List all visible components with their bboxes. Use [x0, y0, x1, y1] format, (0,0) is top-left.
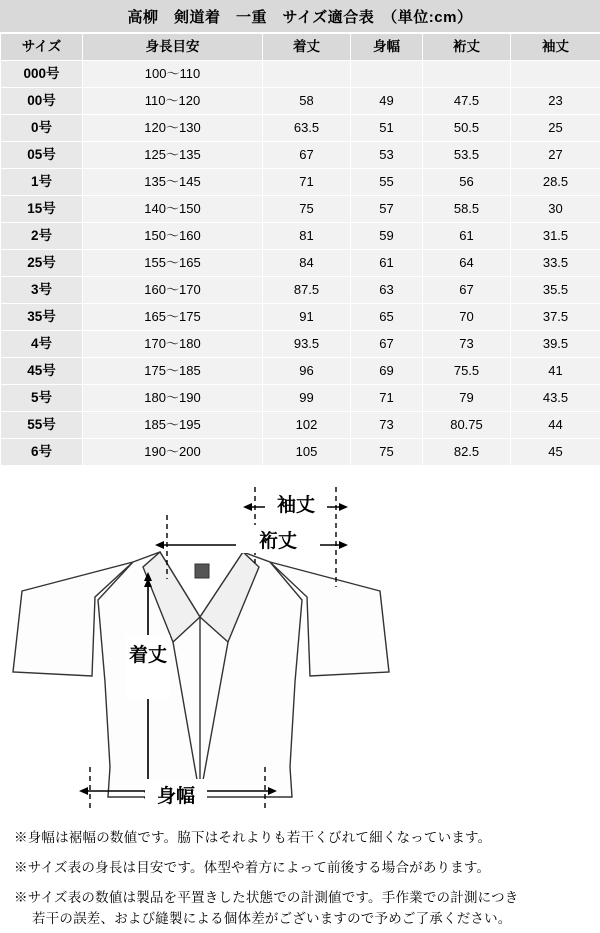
cell-yuki: 82.5 [423, 439, 511, 466]
cell-mihaba: 75 [351, 439, 423, 466]
cell-size: 5号 [1, 385, 83, 412]
cell-size: 0号 [1, 115, 83, 142]
cell-sode: 37.5 [511, 304, 600, 331]
cell-sode: 27 [511, 142, 600, 169]
cell-kitake: 71 [263, 169, 351, 196]
cell-height: 175〜185 [83, 358, 263, 385]
cell-yuki: 73 [423, 331, 511, 358]
cell-yuki: 80.75 [423, 412, 511, 439]
cell-kitake [263, 61, 351, 88]
table-row [1, 385, 600, 412]
table-row [1, 412, 600, 439]
gi-illustration [13, 552, 389, 797]
cell-sode: 45 [511, 439, 600, 466]
table-row [1, 61, 600, 88]
cell-size: 4号 [1, 331, 83, 358]
cell-sode: 31.5 [511, 223, 600, 250]
cell-sode: 43.5 [511, 385, 600, 412]
cell-mihaba: 53 [351, 142, 423, 169]
cell-size: 000号 [1, 61, 83, 88]
cell-height: 155〜165 [83, 250, 263, 277]
cell-mihaba: 71 [351, 385, 423, 412]
cell-height: 150〜160 [83, 223, 263, 250]
column-header-kitake: 着丈 [263, 34, 351, 61]
cell-sode: 39.5 [511, 331, 600, 358]
note-line: ※サイズ表の身長は目安です。体型や着方によって前後する場合があります。 [14, 859, 491, 875]
cell-yuki: 56 [423, 169, 511, 196]
cell-sode: 23 [511, 88, 600, 115]
cell-height: 190〜200 [83, 439, 263, 466]
note-line-continued: 若干の誤差、および縫製による個体差がございますので予めご了承ください。 [32, 910, 512, 926]
cell-kitake: 91 [263, 304, 351, 331]
cell-height: 135〜145 [83, 169, 263, 196]
cell-size: 05号 [1, 142, 83, 169]
cell-kitake: 96 [263, 358, 351, 385]
cell-yuki: 50.5 [423, 115, 511, 142]
cell-height: 165〜175 [83, 304, 263, 331]
cell-size: 1号 [1, 169, 83, 196]
table-row [1, 331, 600, 358]
cell-mihaba: 49 [351, 88, 423, 115]
cell-size: 00号 [1, 88, 83, 115]
table-header [1, 34, 600, 61]
cell-height: 100〜110 [83, 61, 263, 88]
cell-kitake: 63.5 [263, 115, 351, 142]
table-row [1, 250, 600, 277]
table-row [1, 169, 600, 196]
cell-size: 2号 [1, 223, 83, 250]
cell-kitake: 67 [263, 142, 351, 169]
table-row [1, 88, 600, 115]
table-header-row [1, 34, 600, 61]
page-title [0, 0, 600, 33]
cell-size: 35号 [1, 304, 83, 331]
cell-kitake: 87.5 [263, 277, 351, 304]
cell-kitake: 105 [263, 439, 351, 466]
cell-kitake: 81 [263, 223, 351, 250]
cell-mihaba: 61 [351, 250, 423, 277]
table-row [1, 439, 600, 466]
measurement-diagram [0, 466, 600, 822]
cell-mihaba: 63 [351, 277, 423, 304]
cell-kitake: 58 [263, 88, 351, 115]
cell-size: 15号 [1, 196, 83, 223]
neck-point-marker [195, 564, 209, 578]
cell-sode: 25 [511, 115, 600, 142]
cell-sode: 35.5 [511, 277, 600, 304]
yuki-label: 裄丈 [258, 531, 298, 552]
cell-height: 120〜130 [83, 115, 263, 142]
column-header-mihaba: 身幅 [351, 34, 423, 61]
column-header-yuki: 裄丈 [423, 34, 511, 61]
cell-mihaba: 69 [351, 358, 423, 385]
size-table [0, 33, 600, 466]
cell-height: 170〜180 [83, 331, 263, 358]
cell-mihaba: 51 [351, 115, 423, 142]
mihaba-label: 身幅 [156, 786, 196, 807]
cell-yuki: 70 [423, 304, 511, 331]
cell-kitake: 84 [263, 250, 351, 277]
table-body [1, 61, 600, 466]
cell-yuki: 53.5 [423, 142, 511, 169]
note-item [14, 828, 586, 849]
cell-height: 180〜190 [83, 385, 263, 412]
note-item [14, 858, 586, 879]
table-row [1, 115, 600, 142]
cell-size: 3号 [1, 277, 83, 304]
cell-sode: 44 [511, 412, 600, 439]
cell-yuki: 67 [423, 277, 511, 304]
cell-yuki: 64 [423, 250, 511, 277]
cell-size: 25号 [1, 250, 83, 277]
cell-yuki: 75.5 [423, 358, 511, 385]
cell-sode: 28.5 [511, 169, 600, 196]
cell-sode: 41 [511, 358, 600, 385]
table-row [1, 304, 600, 331]
table-row [1, 223, 600, 250]
cell-kitake: 75 [263, 196, 351, 223]
notes-section [0, 822, 600, 930]
cell-mihaba: 55 [351, 169, 423, 196]
cell-mihaba: 67 [351, 331, 423, 358]
cell-sode [511, 61, 600, 88]
table-row [1, 196, 600, 223]
cell-sode: 33.5 [511, 250, 600, 277]
cell-height: 185〜195 [83, 412, 263, 439]
cell-height: 140〜150 [83, 196, 263, 223]
kitake-label-1: 着丈 [128, 645, 168, 666]
column-header-size: サイズ [1, 34, 83, 61]
column-header-height: 身長目安 [83, 34, 263, 61]
sode-label: 袖丈 [276, 495, 316, 516]
cell-yuki: 61 [423, 223, 511, 250]
cell-size: 55号 [1, 412, 83, 439]
cell-height: 110〜120 [83, 88, 263, 115]
cell-kitake: 99 [263, 385, 351, 412]
cell-kitake: 93.5 [263, 331, 351, 358]
note-item [14, 888, 586, 930]
table-row [1, 142, 600, 169]
cell-size: 45号 [1, 358, 83, 385]
table-row [1, 277, 600, 304]
note-line: ※身幅は裾幅の数値です。脇下はそれよりも若干くびれて細くなっています。 [14, 830, 492, 845]
cell-yuki [423, 61, 511, 88]
table-row [1, 358, 600, 385]
cell-mihaba: 73 [351, 412, 423, 439]
cell-height: 160〜170 [83, 277, 263, 304]
cell-yuki: 58.5 [423, 196, 511, 223]
cell-sode: 30 [511, 196, 600, 223]
cell-yuki: 79 [423, 385, 511, 412]
note-line: ※サイズ表の数値は製品を平置きした状態での計測値です。手作業での計測につき [14, 889, 519, 905]
cell-kitake: 102 [263, 412, 351, 439]
cell-mihaba: 65 [351, 304, 423, 331]
cell-mihaba: 59 [351, 223, 423, 250]
cell-size: 6号 [1, 439, 83, 466]
cell-mihaba: 57 [351, 196, 423, 223]
cell-height: 125〜135 [83, 142, 263, 169]
cell-yuki: 47.5 [423, 88, 511, 115]
page-title-text: 高柳 剣道着 一重 サイズ適合表 （単位:cm） [127, 8, 473, 26]
cell-mihaba [351, 61, 423, 88]
column-header-sode: 袖丈 [511, 34, 600, 61]
